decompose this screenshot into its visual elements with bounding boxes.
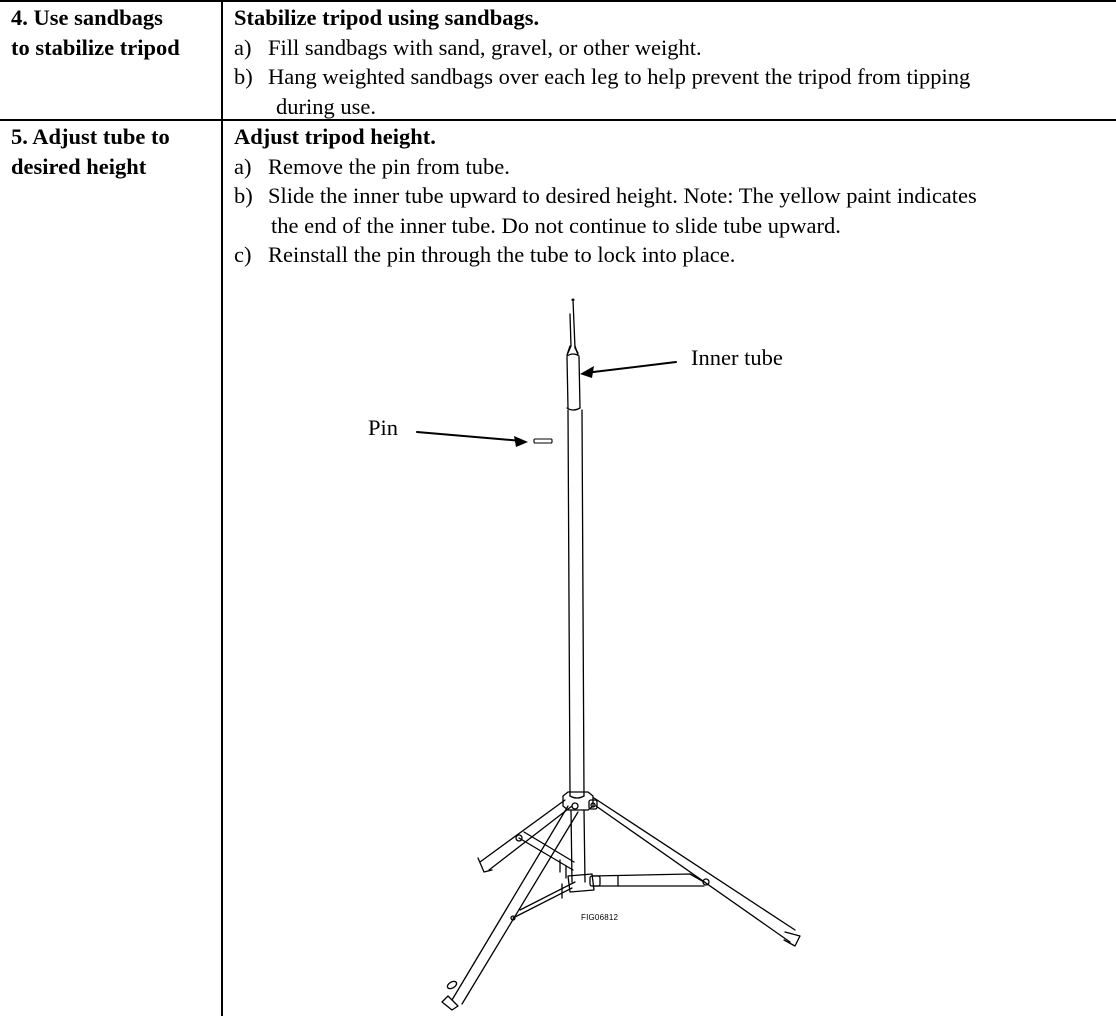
callout-inner-tube: Inner tube (691, 345, 783, 370)
item-marker: b) (234, 64, 253, 89)
item-marker: a) (234, 153, 252, 179)
step-4-content (234, 3, 1104, 121)
step-4-heading: Stabilize tripod using sandbags. (234, 5, 540, 30)
step-5-label-line1: 5. Adjust tube to (11, 124, 170, 149)
item-text: Fill sandbags with sand, gravel, or other weight. (268, 34, 702, 60)
callout-pin: Pin (368, 415, 399, 440)
step-4-label-line1: 4. Use sandbags (11, 5, 163, 30)
step-4-item-a (234, 33, 1104, 63)
step-5-label (11, 122, 216, 181)
step-4-item-b-continuation: during use. (276, 93, 376, 119)
item-marker: c) (234, 242, 252, 267)
item-text: Slide the inner tube upward to desired height. Note: The yellow paint indicates (268, 183, 977, 208)
item-marker: a) (234, 34, 252, 60)
step-4-label-line2: to stabilize tripod (11, 34, 180, 60)
item-marker: b) (234, 183, 253, 208)
step-5-item-b (234, 181, 1104, 211)
step-5-label-line2: desired height (11, 153, 147, 179)
step-5-heading: Adjust tripod height. (234, 124, 436, 149)
figure-id: FIG06812 (581, 913, 619, 922)
step-5-content (234, 122, 1104, 270)
step-4-item-b (234, 62, 1104, 92)
item-text: Hang weighted sandbags over each leg to help prevent the tripod from tipping (268, 64, 971, 89)
step-5-item-b-continuation: the end of the inner tube. Do not continue to slide tube upward. (271, 212, 841, 238)
step-4-label (11, 3, 216, 62)
step-5-item-c (234, 240, 1104, 270)
item-text: Remove the pin from tube. (268, 153, 510, 179)
item-text: Reinstall the pin through the tube to lock into place. (268, 242, 736, 267)
column-divider (221, 0, 223, 1016)
step-5-item-a (234, 152, 1104, 182)
table-top-border (0, 0, 1116, 2)
